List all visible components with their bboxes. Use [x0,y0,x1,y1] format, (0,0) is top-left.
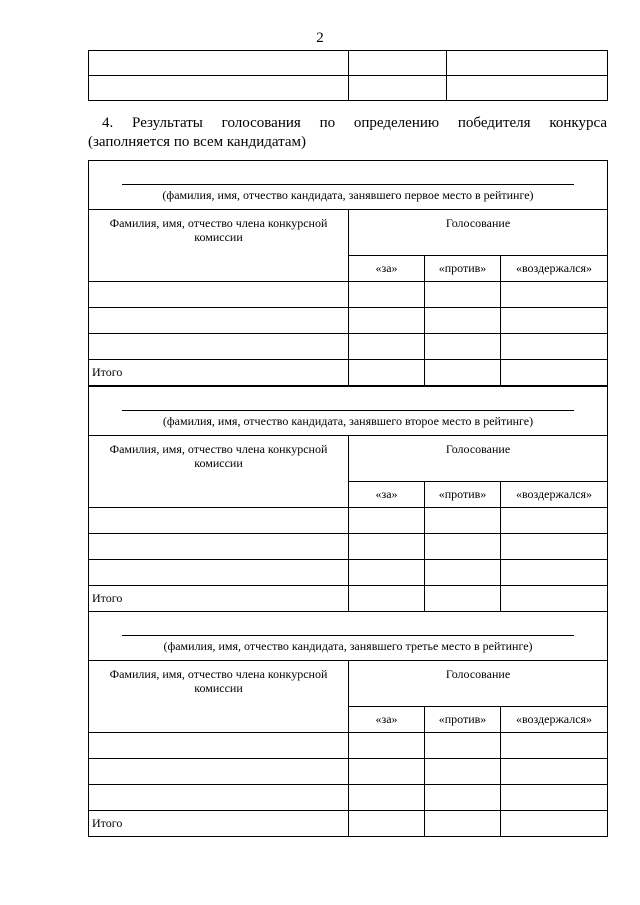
option-abstained: «воздержался» [501,707,608,733]
option-against: «против» [425,256,501,282]
total-cell[interactable] [349,360,425,386]
member-name-cell[interactable] [89,733,349,759]
vote-cell[interactable] [349,508,425,534]
page-number: 2 [316,30,324,46]
candidate-cell[interactable] [89,161,608,210]
total-cell[interactable] [501,811,608,837]
vote-cell[interactable] [425,334,501,360]
table-cell[interactable] [447,76,608,101]
vote-table-third-place [88,611,608,837]
table-cell[interactable] [89,76,349,101]
vote-cell[interactable] [501,334,608,360]
member-column-header: Фамилия, имя, отчество члена конкурсной комиссии [89,661,349,733]
header-row [89,661,608,707]
candidate-caption: (фамилия, имя, отчество кандидата, занявшего первое место в рейтинге) [162,188,534,202]
section-heading [88,114,607,152]
option-abstained: «воздержался» [501,256,608,282]
member-name-cell[interactable] [89,282,349,308]
option-against: «против» [425,707,501,733]
vote-cell[interactable] [425,560,501,586]
table-row [89,282,608,308]
candidate-cell[interactable] [89,387,608,436]
vote-cell[interactable] [501,560,608,586]
candidate-caption: (фамилия, имя, отчество кандидата, занявшего второе место в рейтинге) [162,414,534,428]
table-cell[interactable] [89,51,349,76]
total-row [89,360,608,386]
total-cell[interactable] [349,811,425,837]
table-row [89,560,608,586]
total-label: Итого [89,586,349,612]
table-row [89,51,608,76]
option-against: «против» [425,482,501,508]
vote-cell[interactable] [501,759,608,785]
vote-cell[interactable] [425,759,501,785]
total-cell[interactable] [425,360,501,386]
table-row [89,759,608,785]
candidate-name-line [122,184,574,185]
section-heading-line1: 4. Результаты голосования по определению победителя конкурса [102,115,607,131]
vote-cell[interactable] [501,282,608,308]
member-name-cell[interactable] [89,560,349,586]
vote-column-header: Голосование [349,210,608,256]
vote-cell[interactable] [501,308,608,334]
vote-cell[interactable] [501,534,608,560]
candidate-caption: (фамилия, имя, отчество кандидата, занявшего третье место в рейтинге) [163,639,533,653]
vote-cell[interactable] [501,785,608,811]
vote-cell[interactable] [349,334,425,360]
table-row [89,785,608,811]
vote-cell[interactable] [349,308,425,334]
member-name-cell[interactable] [89,759,349,785]
total-row [89,586,608,612]
vote-cell[interactable] [349,534,425,560]
total-cell[interactable] [425,586,501,612]
member-column-header: Фамилия, имя, отчество члена конкурсной комиссии [89,436,349,508]
table-row [89,308,608,334]
candidate-row [89,161,608,210]
total-label: Итого [89,811,349,837]
member-name-cell[interactable] [89,334,349,360]
vote-table-second-place [88,386,608,612]
candidate-row [89,387,608,436]
member-name-cell[interactable] [89,508,349,534]
member-column-header: Фамилия, имя, отчество члена конкурсной комиссии [89,210,349,282]
total-cell[interactable] [501,586,608,612]
table-row [89,76,608,101]
vote-cell[interactable] [349,282,425,308]
vote-cell[interactable] [425,282,501,308]
candidate-row [89,612,608,661]
candidate-name-line [122,635,574,636]
header-row [89,436,608,482]
table-cell[interactable] [349,76,447,101]
vote-cell[interactable] [425,534,501,560]
vote-cell[interactable] [349,560,425,586]
total-cell[interactable] [349,586,425,612]
member-name-cell[interactable] [89,534,349,560]
table-cell[interactable] [447,51,608,76]
vote-cell[interactable] [349,785,425,811]
option-abstained: «воздержался» [501,482,608,508]
table-row [89,334,608,360]
vote-cell[interactable] [425,308,501,334]
option-for: «за» [349,482,425,508]
vote-cell[interactable] [425,508,501,534]
continuation-table [88,50,608,101]
candidate-name-line [122,410,574,411]
total-row [89,811,608,837]
vote-cell[interactable] [349,733,425,759]
vote-cell[interactable] [501,508,608,534]
vote-cell[interactable] [425,733,501,759]
vote-cell[interactable] [501,733,608,759]
header-row [89,210,608,256]
member-name-cell[interactable] [89,308,349,334]
vote-table-first-place [88,160,608,386]
section-heading-line2: (заполняется по всем кандидатам) [88,134,307,150]
table-row [89,733,608,759]
table-row [89,508,608,534]
total-label: Итого [89,360,349,386]
table-row [89,534,608,560]
total-cell[interactable] [501,360,608,386]
table-cell[interactable] [349,51,447,76]
member-name-cell[interactable] [89,785,349,811]
vote-cell[interactable] [349,759,425,785]
total-cell[interactable] [425,811,501,837]
vote-column-header: Голосование [349,661,608,707]
vote-column-header: Голосование [349,436,608,482]
candidate-cell[interactable] [89,612,608,661]
vote-cell[interactable] [425,785,501,811]
option-for: «за» [349,256,425,282]
option-for: «за» [349,707,425,733]
